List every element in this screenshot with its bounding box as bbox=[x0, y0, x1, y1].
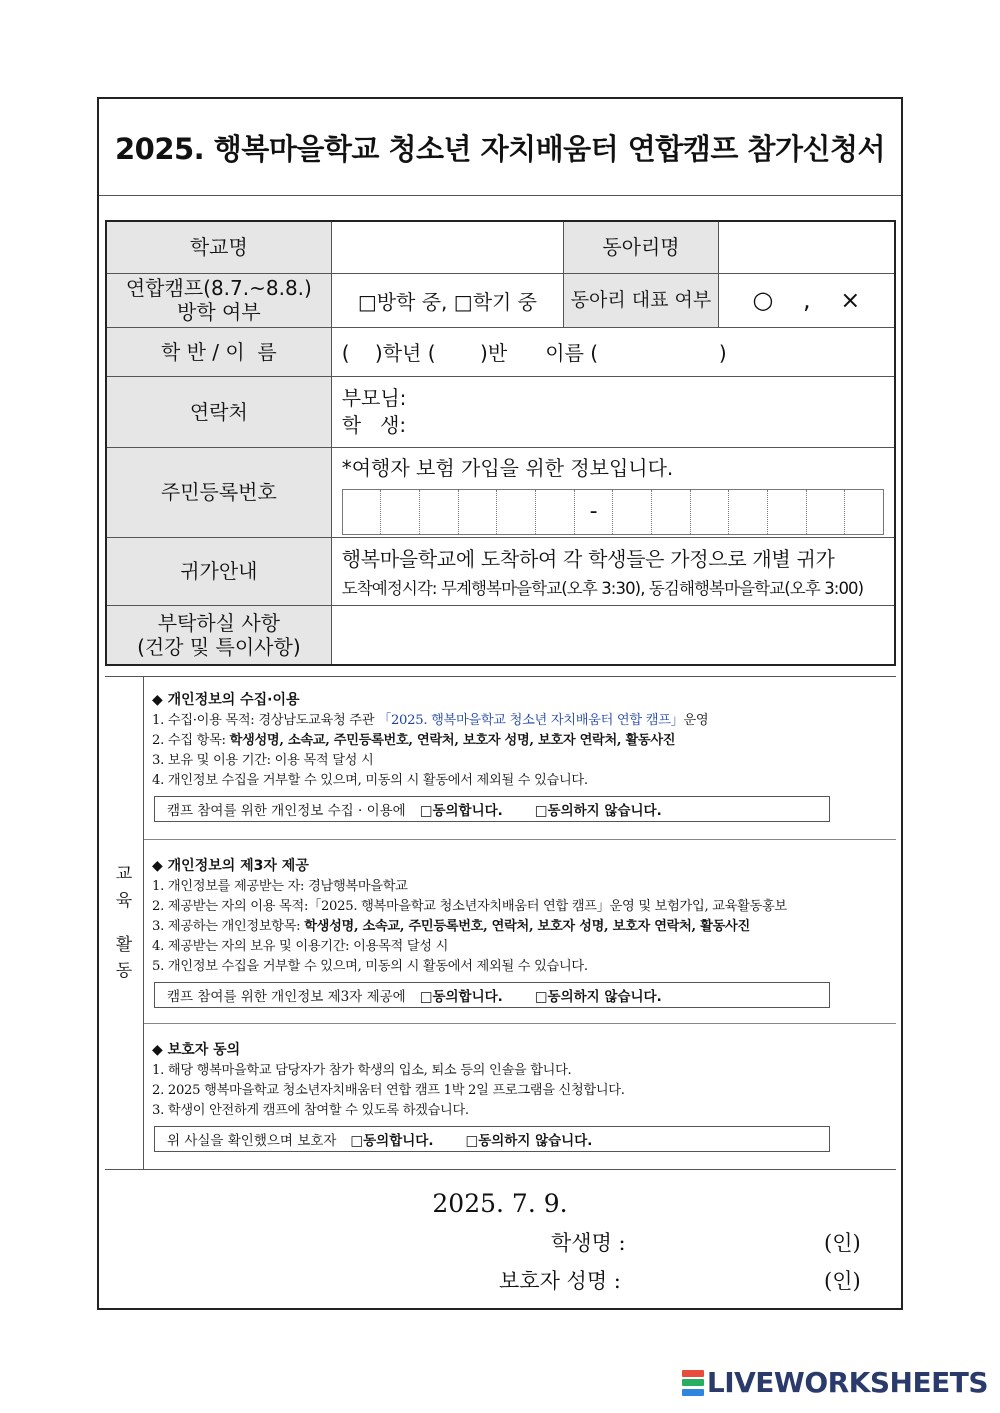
side-char: 동 bbox=[115, 961, 133, 982]
side-char: 활 bbox=[115, 935, 133, 955]
id-digit-box[interactable] bbox=[343, 490, 382, 534]
id-digit-box[interactable] bbox=[459, 490, 498, 534]
id-number-label: 주민등록번호 bbox=[106, 447, 331, 537]
id-digit-box[interactable] bbox=[845, 490, 883, 534]
section-divider bbox=[144, 1023, 896, 1024]
id-number-boxes[interactable] bbox=[342, 489, 884, 535]
side-char: 교 bbox=[115, 864, 133, 885]
consent-guardian-heading: ◆ 보호자 동의 bbox=[152, 1042, 241, 1058]
club-label: 동아리명 bbox=[564, 221, 719, 273]
camp-label-line2: 방학 여부 bbox=[177, 300, 261, 324]
id-note: *여행자 보험 가입을 위한 정보입니다. bbox=[341, 455, 674, 480]
guardian-sign-label: 보호자 성명 : bbox=[499, 1269, 621, 1293]
contact-label: 연락처 bbox=[106, 376, 331, 447]
club-rep-options bbox=[718, 273, 895, 327]
consent-third-party-block bbox=[144, 855, 896, 1008]
id-digit-box[interactable] bbox=[536, 490, 575, 534]
consent-guardian-line3: 3. 학생이 안전하게 캠프에 참여할 수 있도록 하겠습니다. bbox=[152, 1103, 469, 1118]
applicant-info-table bbox=[105, 220, 896, 666]
request-label-line2: (건강 및 특이사항) bbox=[137, 634, 301, 659]
consent-collect-line2: 2. 수집 항목: 학생성명, 소속교, 주민등록번호, 연락처, 보호자 성명, 보호자 연락처, 활동사진 bbox=[152, 733, 676, 748]
id-digit-box[interactable] bbox=[807, 490, 846, 534]
consent-collect-line4: 4. 개인정보 수집을 거부할 수 있으며, 미동의 시 활동에서 제외될 수 있습니다. bbox=[152, 773, 588, 788]
consent-guardian-block bbox=[144, 1039, 896, 1152]
camp-vacation-label bbox=[106, 273, 331, 327]
consent-third-agree-checkbox[interactable]: □동의합니다. bbox=[419, 989, 503, 1005]
form-title: 2025. 행복마을학교 청소년 자치배움터 연합캠프 참가신청서 bbox=[99, 99, 901, 196]
club-rep-no[interactable]: × bbox=[840, 286, 861, 314]
consent-third-line2: 2. 제공받는 자의 이용 목적:「2025. 행복마을학교 청소년자치배움터 연합 캠프」운영 및 보험가입, 교육활동홍보 bbox=[152, 899, 787, 914]
consent-third-line1: 1. 개인정보를 제공받는 자: 경남행복마을학교 bbox=[152, 879, 408, 894]
contact-student: 학 생: bbox=[341, 412, 407, 437]
school-label: 학교명 bbox=[106, 221, 331, 273]
consent-collect-agree-checkbox[interactable]: □동의합니다. bbox=[419, 803, 503, 819]
application-form bbox=[97, 97, 903, 1310]
id-digit-box[interactable] bbox=[652, 490, 691, 534]
consent-third-disagree-checkbox[interactable]: □동의하지 않습니다. bbox=[534, 989, 662, 1005]
liveworksheets-logo bbox=[682, 1366, 988, 1399]
id-digit-box[interactable] bbox=[497, 490, 536, 534]
class-name-field[interactable]: ( )학년 ( )반 이름 ( ) bbox=[331, 327, 895, 376]
semester-option-label: 학기 중 bbox=[472, 289, 538, 314]
club-field[interactable] bbox=[718, 221, 895, 273]
return-guide-text bbox=[331, 537, 895, 605]
consent-collect-line1: 1. 수집·이용 목적: 경상남도교육청 주관 「2025. 행복마을학교 청소년 자치배움터 연합 캠프」운영 bbox=[152, 713, 709, 728]
consent-third-heading: ◆ 개인정보의 제3자 제공 bbox=[152, 858, 309, 874]
id-digit-box[interactable] bbox=[729, 490, 768, 534]
camp-label-line1: 연합캠프(8.7.~8.8.) bbox=[125, 276, 312, 300]
id-digit-box[interactable] bbox=[691, 490, 730, 534]
consent-third-agree-box bbox=[154, 982, 830, 1008]
consent-collect-disagree-checkbox[interactable]: □동의하지 않습니다. bbox=[534, 803, 662, 819]
id-digit-box[interactable] bbox=[768, 490, 807, 534]
consent-guardian-disagree-checkbox[interactable]: □동의하지 않습니다. bbox=[465, 1133, 593, 1149]
student-seal[interactable]: (인) bbox=[824, 1231, 861, 1255]
consent-guardian-line1: 1. 해당 행복마을학교 담당자가 참가 학생의 입소, 퇴소 등의 인솔을 합니다. bbox=[152, 1063, 572, 1078]
id-digit-box[interactable] bbox=[613, 490, 652, 534]
application-date: 2025. 7. 9. bbox=[432, 1189, 568, 1218]
id-number-field bbox=[331, 447, 895, 537]
consent-guardian-line2: 2. 2025 행복마을학교 청소년자치배움터 연합 캠프 1박 2일 프로그램을 신청합니다. bbox=[152, 1083, 625, 1098]
consent-collect-block bbox=[144, 689, 896, 822]
consent-third-line4: 4. 제공받는 자의 보유 및 이용기간: 이용목적 달성 시 bbox=[152, 939, 449, 954]
semester-checkbox[interactable]: □ bbox=[453, 289, 473, 314]
id-digit-box[interactable] bbox=[381, 490, 420, 534]
consent-guardian-agree-text: 위 사실을 확인했으며 보호자 bbox=[167, 1133, 337, 1149]
consent-guardian-agree-box bbox=[154, 1126, 830, 1152]
side-char: 육 bbox=[115, 890, 133, 911]
guardian-seal[interactable]: (인) bbox=[824, 1269, 861, 1293]
return-guide-label: 귀가안내 bbox=[106, 537, 331, 605]
consent-collect-agree-text: 캠프 참여를 위한 개인정보 수집 · 이용에 bbox=[167, 803, 406, 819]
liveworksheets-icon bbox=[682, 1370, 704, 1396]
id-dash: - bbox=[575, 490, 614, 534]
student-sign-label: 학생명 : bbox=[551, 1231, 626, 1255]
consent-section bbox=[105, 676, 896, 1170]
school-field[interactable] bbox=[331, 221, 563, 273]
consent-guardian-agree-checkbox[interactable]: □동의합니다. bbox=[350, 1133, 434, 1149]
return-line1: 행복마을학교에 도착하여 각 학생들은 가정으로 개별 귀가 bbox=[341, 547, 835, 571]
request-label bbox=[106, 605, 331, 665]
liveworksheets-text: LIVEWORKSHEETS bbox=[706, 1366, 988, 1399]
club-rep-separator: , bbox=[803, 286, 811, 314]
contact-parent: 부모님: bbox=[341, 385, 407, 410]
id-digit-box[interactable] bbox=[420, 490, 459, 534]
section-divider bbox=[144, 839, 896, 840]
return-line2: 도착예정시각: 무계행복마을학교(오후 3:30), 동김해행복마을학교(오후 3:00) bbox=[341, 579, 864, 598]
class-name-label: 학 반 / 이 름 bbox=[106, 327, 331, 376]
contact-field[interactable] bbox=[331, 376, 895, 447]
vacation-option-label: 방학 중, bbox=[376, 289, 448, 314]
vacation-options bbox=[331, 273, 563, 327]
consent-third-agree-text: 캠프 참여를 위한 개인정보 제3자 제공에 bbox=[167, 989, 406, 1005]
club-rep-label: 동아리 대표 여부 bbox=[564, 273, 719, 327]
consent-collect-heading: ◆ 개인정보의 수집·이용 bbox=[152, 692, 300, 708]
request-label-line1: 부탁하실 사항 bbox=[157, 610, 280, 635]
consent-collect-agree-box bbox=[154, 796, 830, 822]
consent-third-line3: 3. 제공하는 개인정보항목: 학생성명, 소속교, 주민등록번호, 연락처, 보호자 성명, 보호자 연락처, 활동사진 bbox=[152, 919, 750, 934]
vacation-checkbox[interactable]: □ bbox=[357, 289, 377, 314]
request-field[interactable] bbox=[331, 605, 895, 665]
consent-third-line5: 5. 개인정보 수집을 거부할 수 있으며, 미동의 시 활동에서 제외될 수 있습니다. bbox=[152, 959, 588, 974]
consent-collect-line3: 3. 보유 및 이용 기간: 이용 목적 달성 시 bbox=[152, 753, 374, 768]
club-rep-yes[interactable]: ○ bbox=[752, 286, 774, 314]
education-activity-label bbox=[105, 677, 144, 1169]
